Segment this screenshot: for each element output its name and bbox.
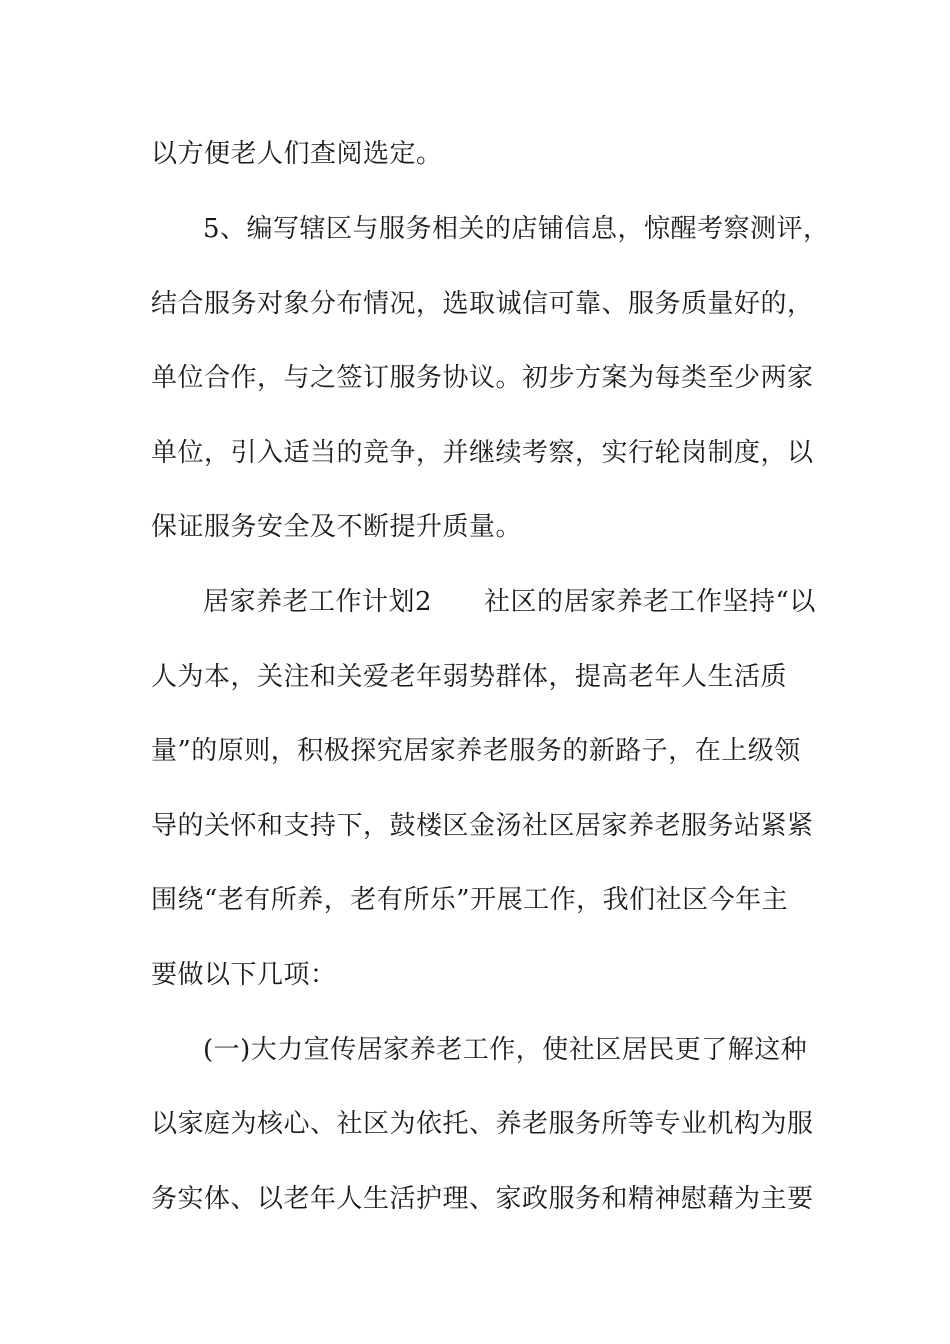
text-line: 以方便老人们查阅选定。: [151, 139, 443, 169]
text-line: 量”的原则，积极探究居家养老服务的新路子，在上级领: [151, 736, 801, 766]
text-line: (一)大力宣传居家养老工作，使社区居民更了解这种: [203, 1035, 808, 1065]
text-line: 单位合作，与之签订服务协议。初步方案为每类至少两家: [151, 363, 814, 393]
text-run: 社区的居家养老工作坚持“以: [484, 587, 816, 617]
text-line: 导的关怀和支持下，鼓楼区金汤社区居家养老服务站紧紧: [151, 811, 814, 841]
text-line: 单位，引入适当的竞争，并继续考察，实行轮岗制度，以: [151, 438, 814, 468]
text-line: [203, 585, 831, 619]
text-line: 围绕“老有所养，老有所乐”开展工作，我们社区今年主: [151, 885, 789, 915]
text-line: 5、编写辖区与服务相关的店铺信息，惊醒考察测评，: [203, 214, 830, 244]
text-line: 结合服务对象分布情况，选取诚信可靠、服务质量好的，: [151, 289, 814, 319]
text-line: 务实体、以老年人生活护理、家政服务和精神慰藉为主要: [151, 1184, 814, 1214]
text-line: 以家庭为核心、社区为依托、养老服务所等专业机构为服: [151, 1109, 814, 1139]
text-line: 保证服务安全及不断提升质量。: [151, 512, 523, 542]
text-line: 要做以下几项：: [151, 960, 337, 990]
section-heading: 居家养老工作计划2: [203, 587, 433, 617]
text-line: 人为本，关注和关爱老年弱势群体，提高老年人生活质: [151, 662, 788, 692]
